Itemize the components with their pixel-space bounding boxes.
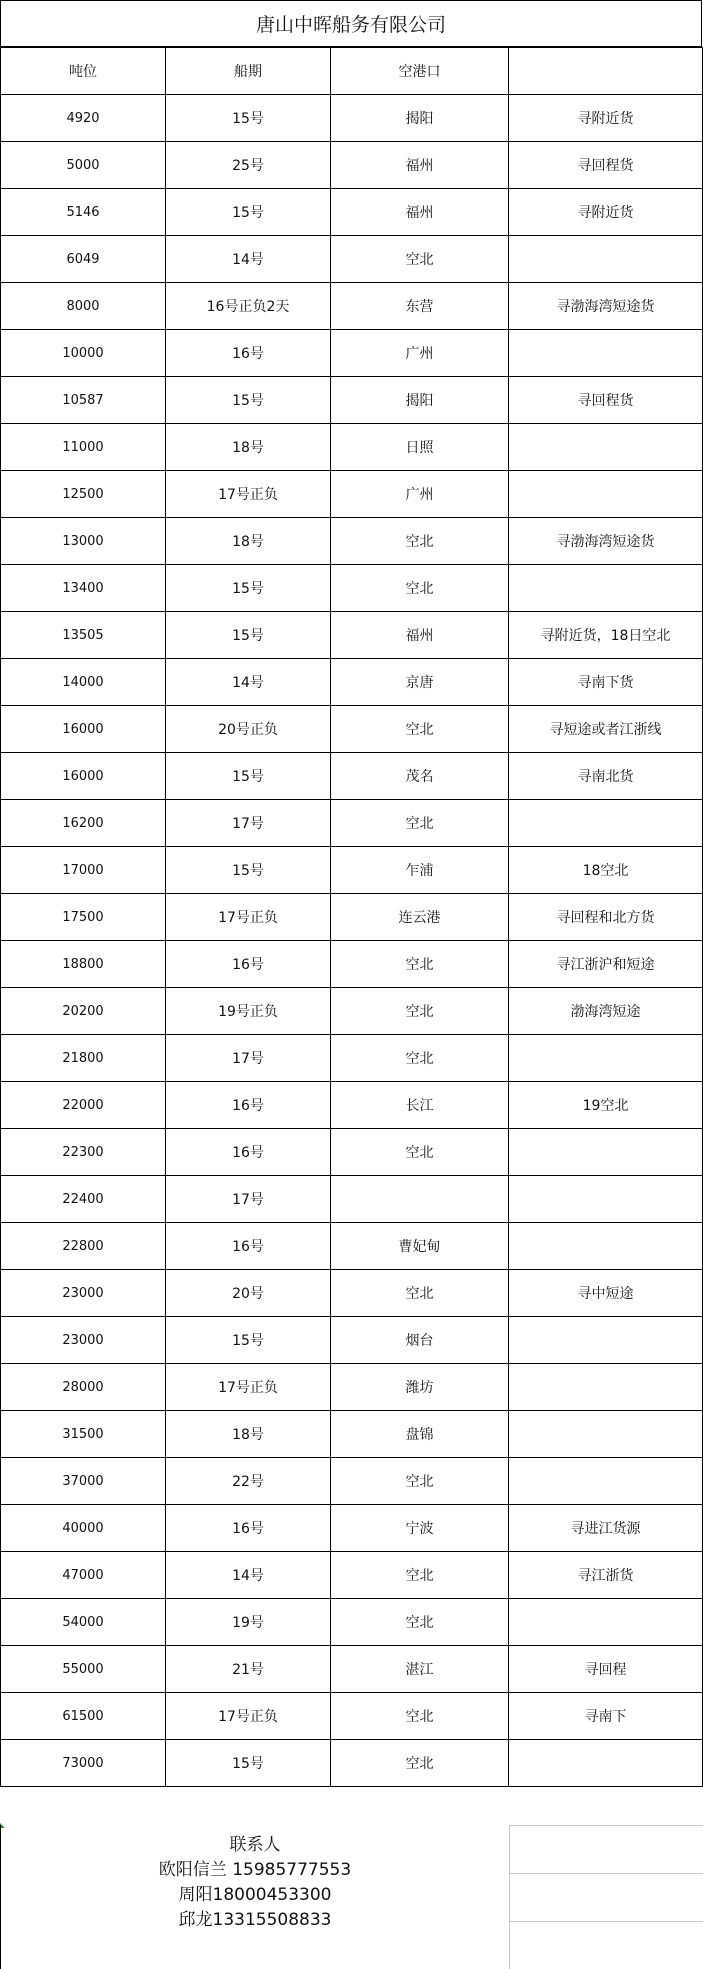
cell-schedule: 16号 (166, 1223, 331, 1270)
table-row (1, 941, 703, 988)
table-row (1, 1317, 703, 1364)
cell-empty-port: 茂名 (331, 753, 509, 800)
contact-box (0, 1825, 509, 1969)
cell-empty-port: 空北 (331, 1740, 509, 1787)
cell-schedule: 21号 (166, 1646, 331, 1693)
cell-remarks: 寻渤海湾短途货 (509, 518, 703, 565)
contact-footer (0, 1825, 703, 1969)
cell-remarks (509, 1223, 703, 1270)
cell-schedule: 18号 (166, 424, 331, 471)
sheet-title: 唐山中晖船务有限公司 (0, 0, 702, 47)
cell-tonnage: 8000 (1, 283, 166, 330)
cell-schedule: 16号 (166, 330, 331, 377)
cell-remarks (509, 1458, 703, 1505)
cell-tonnage: 13000 (1, 518, 166, 565)
cell-empty-port: 潍坊 (331, 1364, 509, 1411)
cell-tonnage: 20200 (1, 988, 166, 1035)
cell-schedule: 20号 (166, 1270, 331, 1317)
table-row (1, 1693, 703, 1740)
cell-schedule: 15号 (166, 753, 331, 800)
cell-remarks (509, 424, 703, 471)
cell-schedule: 17号 (166, 1035, 331, 1082)
cell-remarks (509, 471, 703, 518)
cell-schedule: 17号 (166, 800, 331, 847)
cell-empty-port: 空北 (331, 988, 509, 1035)
cell-remarks: 寻南下货 (509, 659, 703, 706)
cell-schedule: 15号 (166, 95, 331, 142)
cell-remarks (509, 330, 703, 377)
cell-remarks (509, 1599, 703, 1646)
cell-schedule: 19号正负 (166, 988, 331, 1035)
cell-schedule: 14号 (166, 659, 331, 706)
cell-schedule: 15号 (166, 612, 331, 659)
table-row (1, 847, 703, 894)
cell-remarks (509, 1411, 703, 1458)
table-row (1, 659, 703, 706)
cell-remarks: 寻附近货 (509, 189, 703, 236)
cell-schedule: 15号 (166, 189, 331, 236)
table-row (1, 377, 703, 424)
cell-tonnage: 47000 (1, 1552, 166, 1599)
cell-schedule: 15号 (166, 847, 331, 894)
cell-tonnage: 10587 (1, 377, 166, 424)
cell-tonnage: 16000 (1, 706, 166, 753)
cell-empty-port: 空北 (331, 1270, 509, 1317)
cell-schedule: 16号 (166, 1129, 331, 1176)
table-row (1, 95, 703, 142)
cell-tonnage: 16000 (1, 753, 166, 800)
cell-empty-port: 空北 (331, 1693, 509, 1740)
cell-empty-port: 揭阳 (331, 377, 509, 424)
cell-schedule: 15号 (166, 565, 331, 612)
header-row (1, 48, 703, 95)
cell-empty-port: 连云港 (331, 894, 509, 941)
table-row (1, 1270, 703, 1317)
cell-tonnage: 21800 (1, 1035, 166, 1082)
cell-tonnage: 13505 (1, 612, 166, 659)
cell-empty-port: 盘锦 (331, 1411, 509, 1458)
table-row (1, 1129, 703, 1176)
cell-schedule: 17号 (166, 1176, 331, 1223)
cell-remarks: 寻回程 (509, 1646, 703, 1693)
cell-remarks: 寻回程货 (509, 377, 703, 424)
cell-schedule: 15号 (166, 377, 331, 424)
cell-schedule: 22号 (166, 1458, 331, 1505)
cell-tonnage: 37000 (1, 1458, 166, 1505)
cell-tonnage: 28000 (1, 1364, 166, 1411)
cell-schedule: 18号 (166, 518, 331, 565)
table-row (1, 1176, 703, 1223)
table-row (1, 189, 703, 236)
cell-remarks: 寻进江货源 (509, 1505, 703, 1552)
cell-tonnage: 14000 (1, 659, 166, 706)
cell-schedule: 16号正负2天 (166, 283, 331, 330)
cell-tonnage: 18800 (1, 941, 166, 988)
contact-line: 欧阳信兰 15985777553 (158, 1860, 352, 1880)
grid-line (509, 1921, 703, 1922)
cell-empty-port: 福州 (331, 142, 509, 189)
table-row (1, 565, 703, 612)
cell-schedule: 17号正负 (166, 1693, 331, 1740)
cell-tonnage: 22300 (1, 1129, 166, 1176)
cell-schedule: 19号 (166, 1599, 331, 1646)
cell-remarks: 寻附近货，18日空北 (509, 612, 703, 659)
grid-line (509, 1825, 703, 1826)
cell-empty-port: 烟台 (331, 1317, 509, 1364)
table-row (1, 424, 703, 471)
table-row (1, 800, 703, 847)
cell-schedule: 17号正负 (166, 1364, 331, 1411)
cell-empty-port: 空北 (331, 1599, 509, 1646)
cell-remarks (509, 1176, 703, 1223)
cell-empty-port: 宁波 (331, 1505, 509, 1552)
table-row (1, 612, 703, 659)
cell-schedule: 16号 (166, 1082, 331, 1129)
cell-empty-port: 广州 (331, 471, 509, 518)
table-row (1, 1035, 703, 1082)
cell-schedule: 16号 (166, 1505, 331, 1552)
cell-remarks: 寻江浙货 (509, 1552, 703, 1599)
cell-tonnage: 17500 (1, 894, 166, 941)
cell-remarks (509, 800, 703, 847)
table-row (1, 988, 703, 1035)
cell-remarks: 寻短途或者江浙线 (509, 706, 703, 753)
cell-remarks: 渤海湾短途 (509, 988, 703, 1035)
table-row (1, 1082, 703, 1129)
contact-line: 邱龙13315508833 (178, 1910, 332, 1930)
cell-tonnage: 73000 (1, 1740, 166, 1787)
cell-remarks (509, 1129, 703, 1176)
cell-schedule: 17号正负 (166, 471, 331, 518)
cell-schedule: 18号 (166, 1411, 331, 1458)
cell-tonnage: 22800 (1, 1223, 166, 1270)
table-row (1, 142, 703, 189)
cell-tonnage: 13400 (1, 565, 166, 612)
cell-empty-port: 空北 (331, 1552, 509, 1599)
cell-tonnage: 61500 (1, 1693, 166, 1740)
table-row (1, 518, 703, 565)
cell-tonnage: 23000 (1, 1317, 166, 1364)
cell-empty-port: 揭阳 (331, 95, 509, 142)
cell-schedule: 16号 (166, 941, 331, 988)
cell-tonnage: 16200 (1, 800, 166, 847)
table-row (1, 1646, 703, 1693)
cell-tonnage: 22400 (1, 1176, 166, 1223)
cell-empty-port: 广州 (331, 330, 509, 377)
cell-schedule: 14号 (166, 236, 331, 283)
grid-line (509, 1873, 703, 1874)
cell-remarks (509, 1035, 703, 1082)
table-row (1, 753, 703, 800)
cell-schedule: 15号 (166, 1317, 331, 1364)
header-empty-port: 空港口 (331, 48, 509, 95)
cell-empty-port: 空北 (331, 941, 509, 988)
cell-schedule: 20号正负 (166, 706, 331, 753)
table-row (1, 706, 703, 753)
cell-empty-port: 福州 (331, 612, 509, 659)
cell-empty-port: 空北 (331, 518, 509, 565)
contact-line: 周阳18000453300 (178, 1885, 332, 1905)
cell-empty-port: 日照 (331, 424, 509, 471)
cell-remarks: 寻回程货 (509, 142, 703, 189)
cell-empty-port: 乍浦 (331, 847, 509, 894)
cell-remarks (509, 1364, 703, 1411)
cell-tonnage: 5000 (1, 142, 166, 189)
table-row (1, 1458, 703, 1505)
cell-remarks: 寻中短途 (509, 1270, 703, 1317)
table-row (1, 1552, 703, 1599)
cell-remarks: 寻江浙沪和短途 (509, 941, 703, 988)
cell-tonnage: 6049 (1, 236, 166, 283)
cell-remarks: 19空北 (509, 1082, 703, 1129)
header-remarks (509, 48, 703, 95)
table-row (1, 1223, 703, 1270)
cell-empty-port: 东营 (331, 283, 509, 330)
cell-empty-port: 湛江 (331, 1646, 509, 1693)
cell-remarks: 寻渤海湾短途货 (509, 283, 703, 330)
cell-tonnage: 22000 (1, 1082, 166, 1129)
cell-empty-port: 空北 (331, 1035, 509, 1082)
cell-empty-port: 空北 (331, 1129, 509, 1176)
cell-empty-port (331, 1176, 509, 1223)
cell-schedule: 14号 (166, 1552, 331, 1599)
contact-label: 联系人 (229, 1835, 281, 1855)
cell-tonnage: 54000 (1, 1599, 166, 1646)
cell-remarks: 寻南下 (509, 1693, 703, 1740)
cell-remarks (509, 236, 703, 283)
table-row (1, 1599, 703, 1646)
cell-remarks: 寻附近货 (509, 95, 703, 142)
table-row (1, 894, 703, 941)
vessel-table (0, 47, 703, 1787)
cell-tonnage: 12500 (1, 471, 166, 518)
cell-remarks: 寻南北货 (509, 753, 703, 800)
cell-empty-port: 空北 (331, 706, 509, 753)
cell-tonnage: 40000 (1, 1505, 166, 1552)
cell-remarks (509, 1317, 703, 1364)
cell-schedule: 25号 (166, 142, 331, 189)
table-row (1, 236, 703, 283)
table-row (1, 1740, 703, 1787)
cell-remarks (509, 1740, 703, 1787)
header-tonnage: 吨位 (1, 48, 166, 95)
cell-remarks: 寻回程和北方货 (509, 894, 703, 941)
cell-tonnage: 17000 (1, 847, 166, 894)
table-row (1, 1505, 703, 1552)
cell-empty-port: 福州 (331, 189, 509, 236)
cell-schedule: 15号 (166, 1740, 331, 1787)
cell-empty-port: 空北 (331, 236, 509, 283)
table-row (1, 1364, 703, 1411)
cell-schedule: 17号正负 (166, 894, 331, 941)
cell-tonnage: 5146 (1, 189, 166, 236)
table-row (1, 330, 703, 377)
table-row (1, 471, 703, 518)
cell-empty-port: 空北 (331, 800, 509, 847)
cell-tonnage: 4920 (1, 95, 166, 142)
cell-empty-port: 京唐 (331, 659, 509, 706)
cell-tonnage: 31500 (1, 1411, 166, 1458)
cell-empty-port: 空北 (331, 1458, 509, 1505)
grid-line (509, 1825, 510, 1969)
cell-remarks (509, 565, 703, 612)
cell-remarks: 18空北 (509, 847, 703, 894)
cell-tonnage: 10000 (1, 330, 166, 377)
cell-empty-port: 空北 (331, 565, 509, 612)
header-schedule: 船期 (166, 48, 331, 95)
table-row (1, 1411, 703, 1458)
table-row (1, 283, 703, 330)
cell-empty-port: 曹妃甸 (331, 1223, 509, 1270)
cell-tonnage: 11000 (1, 424, 166, 471)
cell-tonnage: 55000 (1, 1646, 166, 1693)
cell-tonnage: 23000 (1, 1270, 166, 1317)
cell-empty-port: 长江 (331, 1082, 509, 1129)
